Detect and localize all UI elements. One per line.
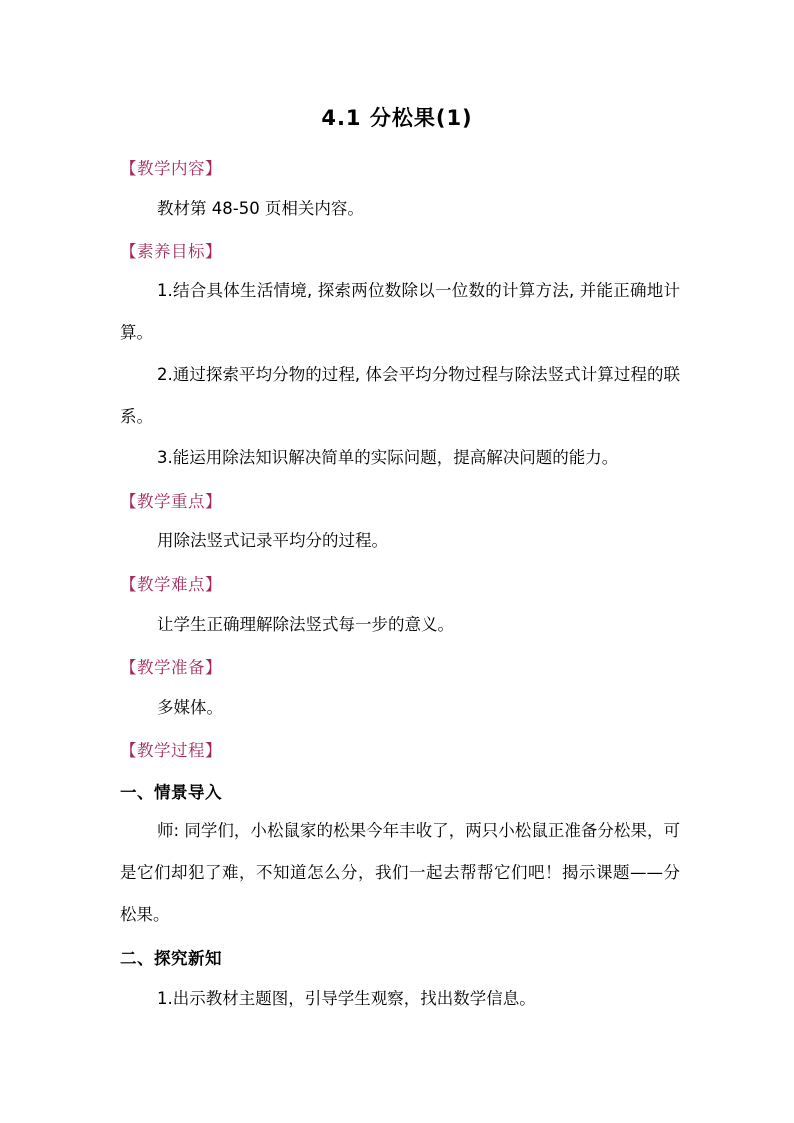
goal-item-2: 2.通过探索平均分物的过程, 体会平均分物过程与除法竖式计算过程的联系。	[120, 365, 680, 426]
heading-teaching-process: 【教学过程】	[120, 741, 222, 760]
goal-item-1: 1.结合具体生活情境, 探索两位数除以一位数的计算方法, 并能正确地计算。	[120, 281, 680, 342]
preparation-text: 多媒体。	[157, 698, 223, 717]
heading-teaching-content: 【教学内容】	[120, 159, 222, 178]
part-two-title: 二、探究新知	[120, 949, 222, 968]
heading-preparation: 【教学准备】	[120, 658, 222, 677]
key-points-text: 用除法竖式记录平均分的过程。	[157, 531, 388, 550]
part-one-title: 一、情景导入	[120, 783, 222, 802]
difficulties-text: 让学生正确理解除法竖式每一步的意义。	[157, 615, 454, 634]
part-one-text: 师: 同学们，小松鼠家的松果今年丰收了，两只小松鼠正准备分松果，可是它们却犯了难，不知道怎么分，我们一起去帮帮它们吧！揭示课题——分松果。	[120, 821, 680, 924]
heading-difficulties: 【教学难点】	[120, 575, 222, 594]
heading-key-points: 【教学重点】	[120, 492, 222, 511]
goal-item-3: 3.能运用除法知识解决简单的实际问题，提高解决问题的能力。	[157, 448, 619, 467]
heading-literacy-goals: 【素养目标】	[120, 242, 222, 261]
part-two-text: 1.出示教材主题图，引导学生观察，找出数学信息。	[157, 989, 536, 1008]
page-title: 4.1 分松果(1)	[321, 106, 473, 130]
teaching-content-text: 教材第 48-50 页相关内容。	[157, 199, 364, 218]
